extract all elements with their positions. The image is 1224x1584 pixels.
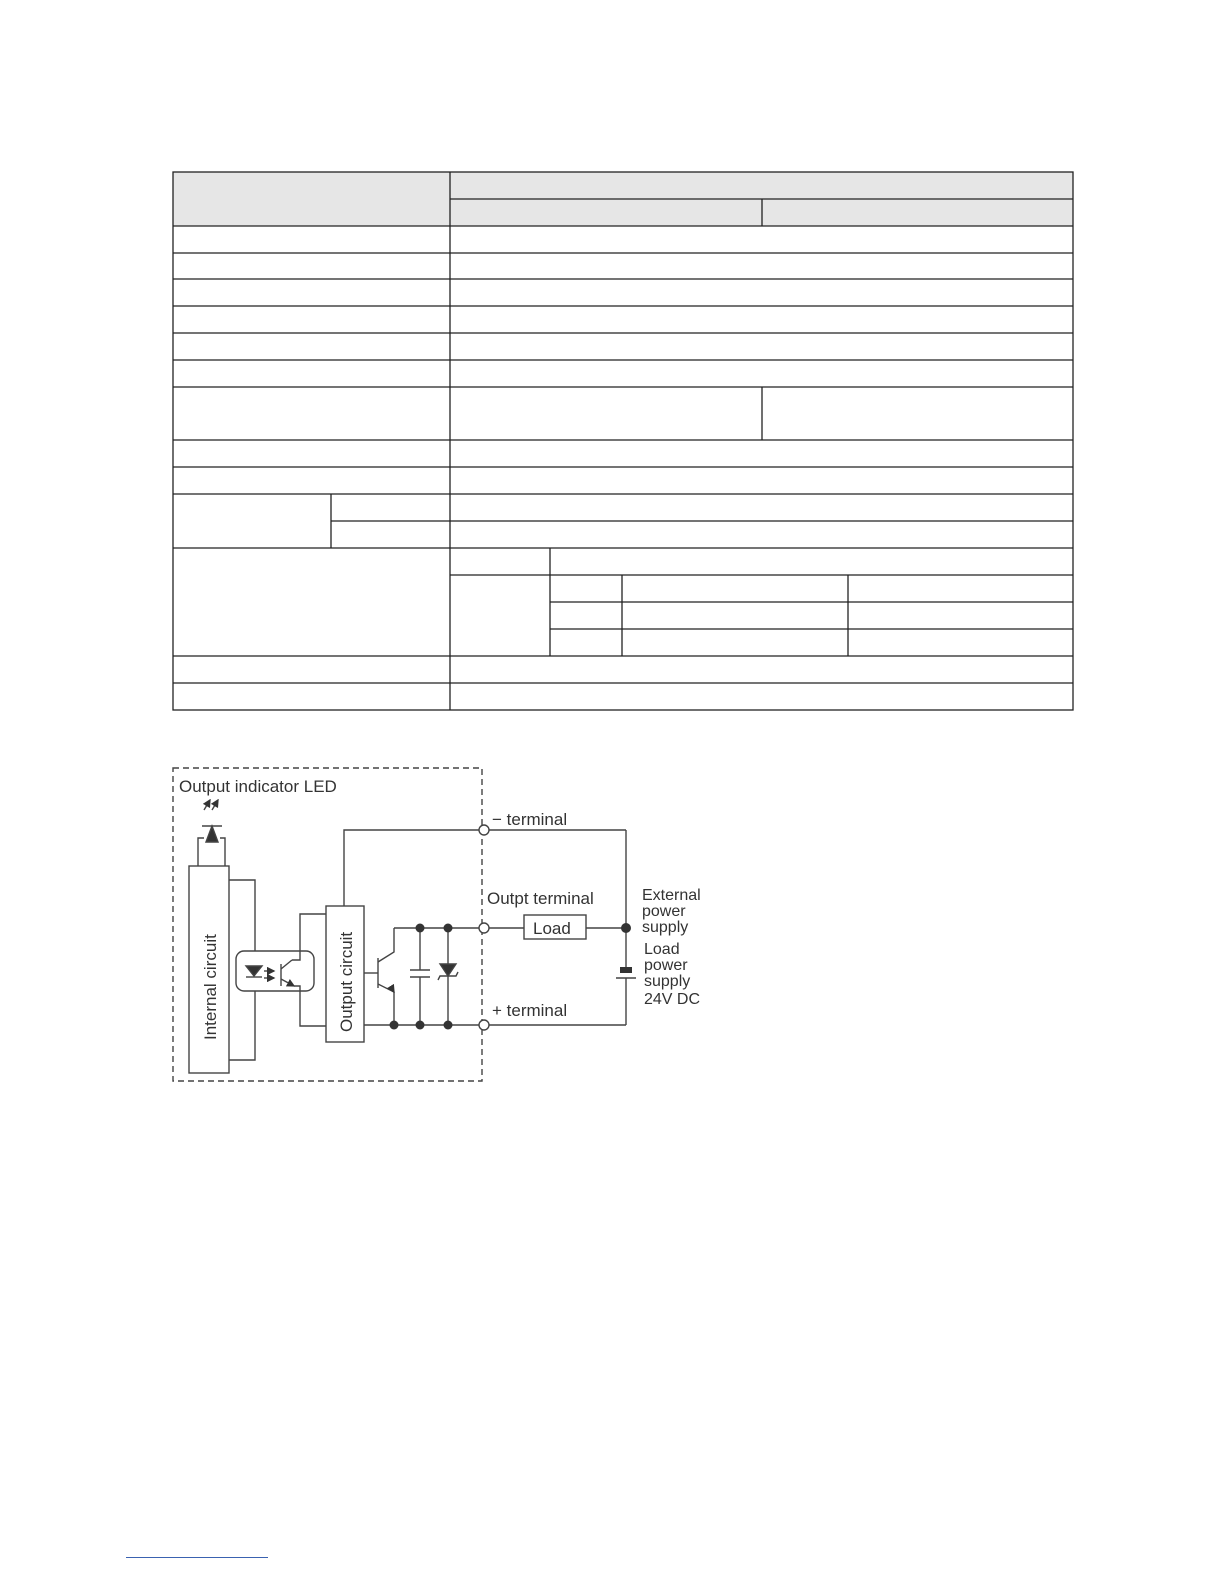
output-terminal-label: Outpt terminal bbox=[487, 889, 594, 908]
battery-icon bbox=[616, 967, 636, 978]
optocoupler-icon bbox=[236, 914, 326, 1026]
minus-terminal-label: − terminal bbox=[492, 810, 568, 829]
output-circuit-label: Output circuit bbox=[337, 931, 356, 1032]
external-supply-label: External power supply bbox=[642, 887, 701, 936]
spec-table bbox=[172, 171, 1074, 711]
zener-diode-icon bbox=[438, 928, 458, 1025]
footnote-separator bbox=[126, 1557, 268, 1558]
table-row-lines bbox=[173, 199, 1073, 683]
load-label: Load bbox=[533, 919, 571, 938]
capacitor-icon bbox=[410, 928, 430, 1025]
led-label: Output indicator LED bbox=[179, 777, 337, 796]
plus-terminal-label: + terminal bbox=[492, 1001, 568, 1020]
plus-terminal-node bbox=[479, 1020, 489, 1030]
led-icon bbox=[198, 800, 225, 866]
load-supply-label: Load power supply 24V DC bbox=[644, 941, 701, 1008]
minus-terminal-node bbox=[479, 825, 489, 835]
internal-circuit-label: Internal circuit bbox=[201, 934, 220, 1040]
output-terminal-node bbox=[479, 923, 489, 933]
output-circuit-diagram bbox=[168, 764, 728, 1088]
transistor-icon bbox=[364, 928, 394, 1025]
